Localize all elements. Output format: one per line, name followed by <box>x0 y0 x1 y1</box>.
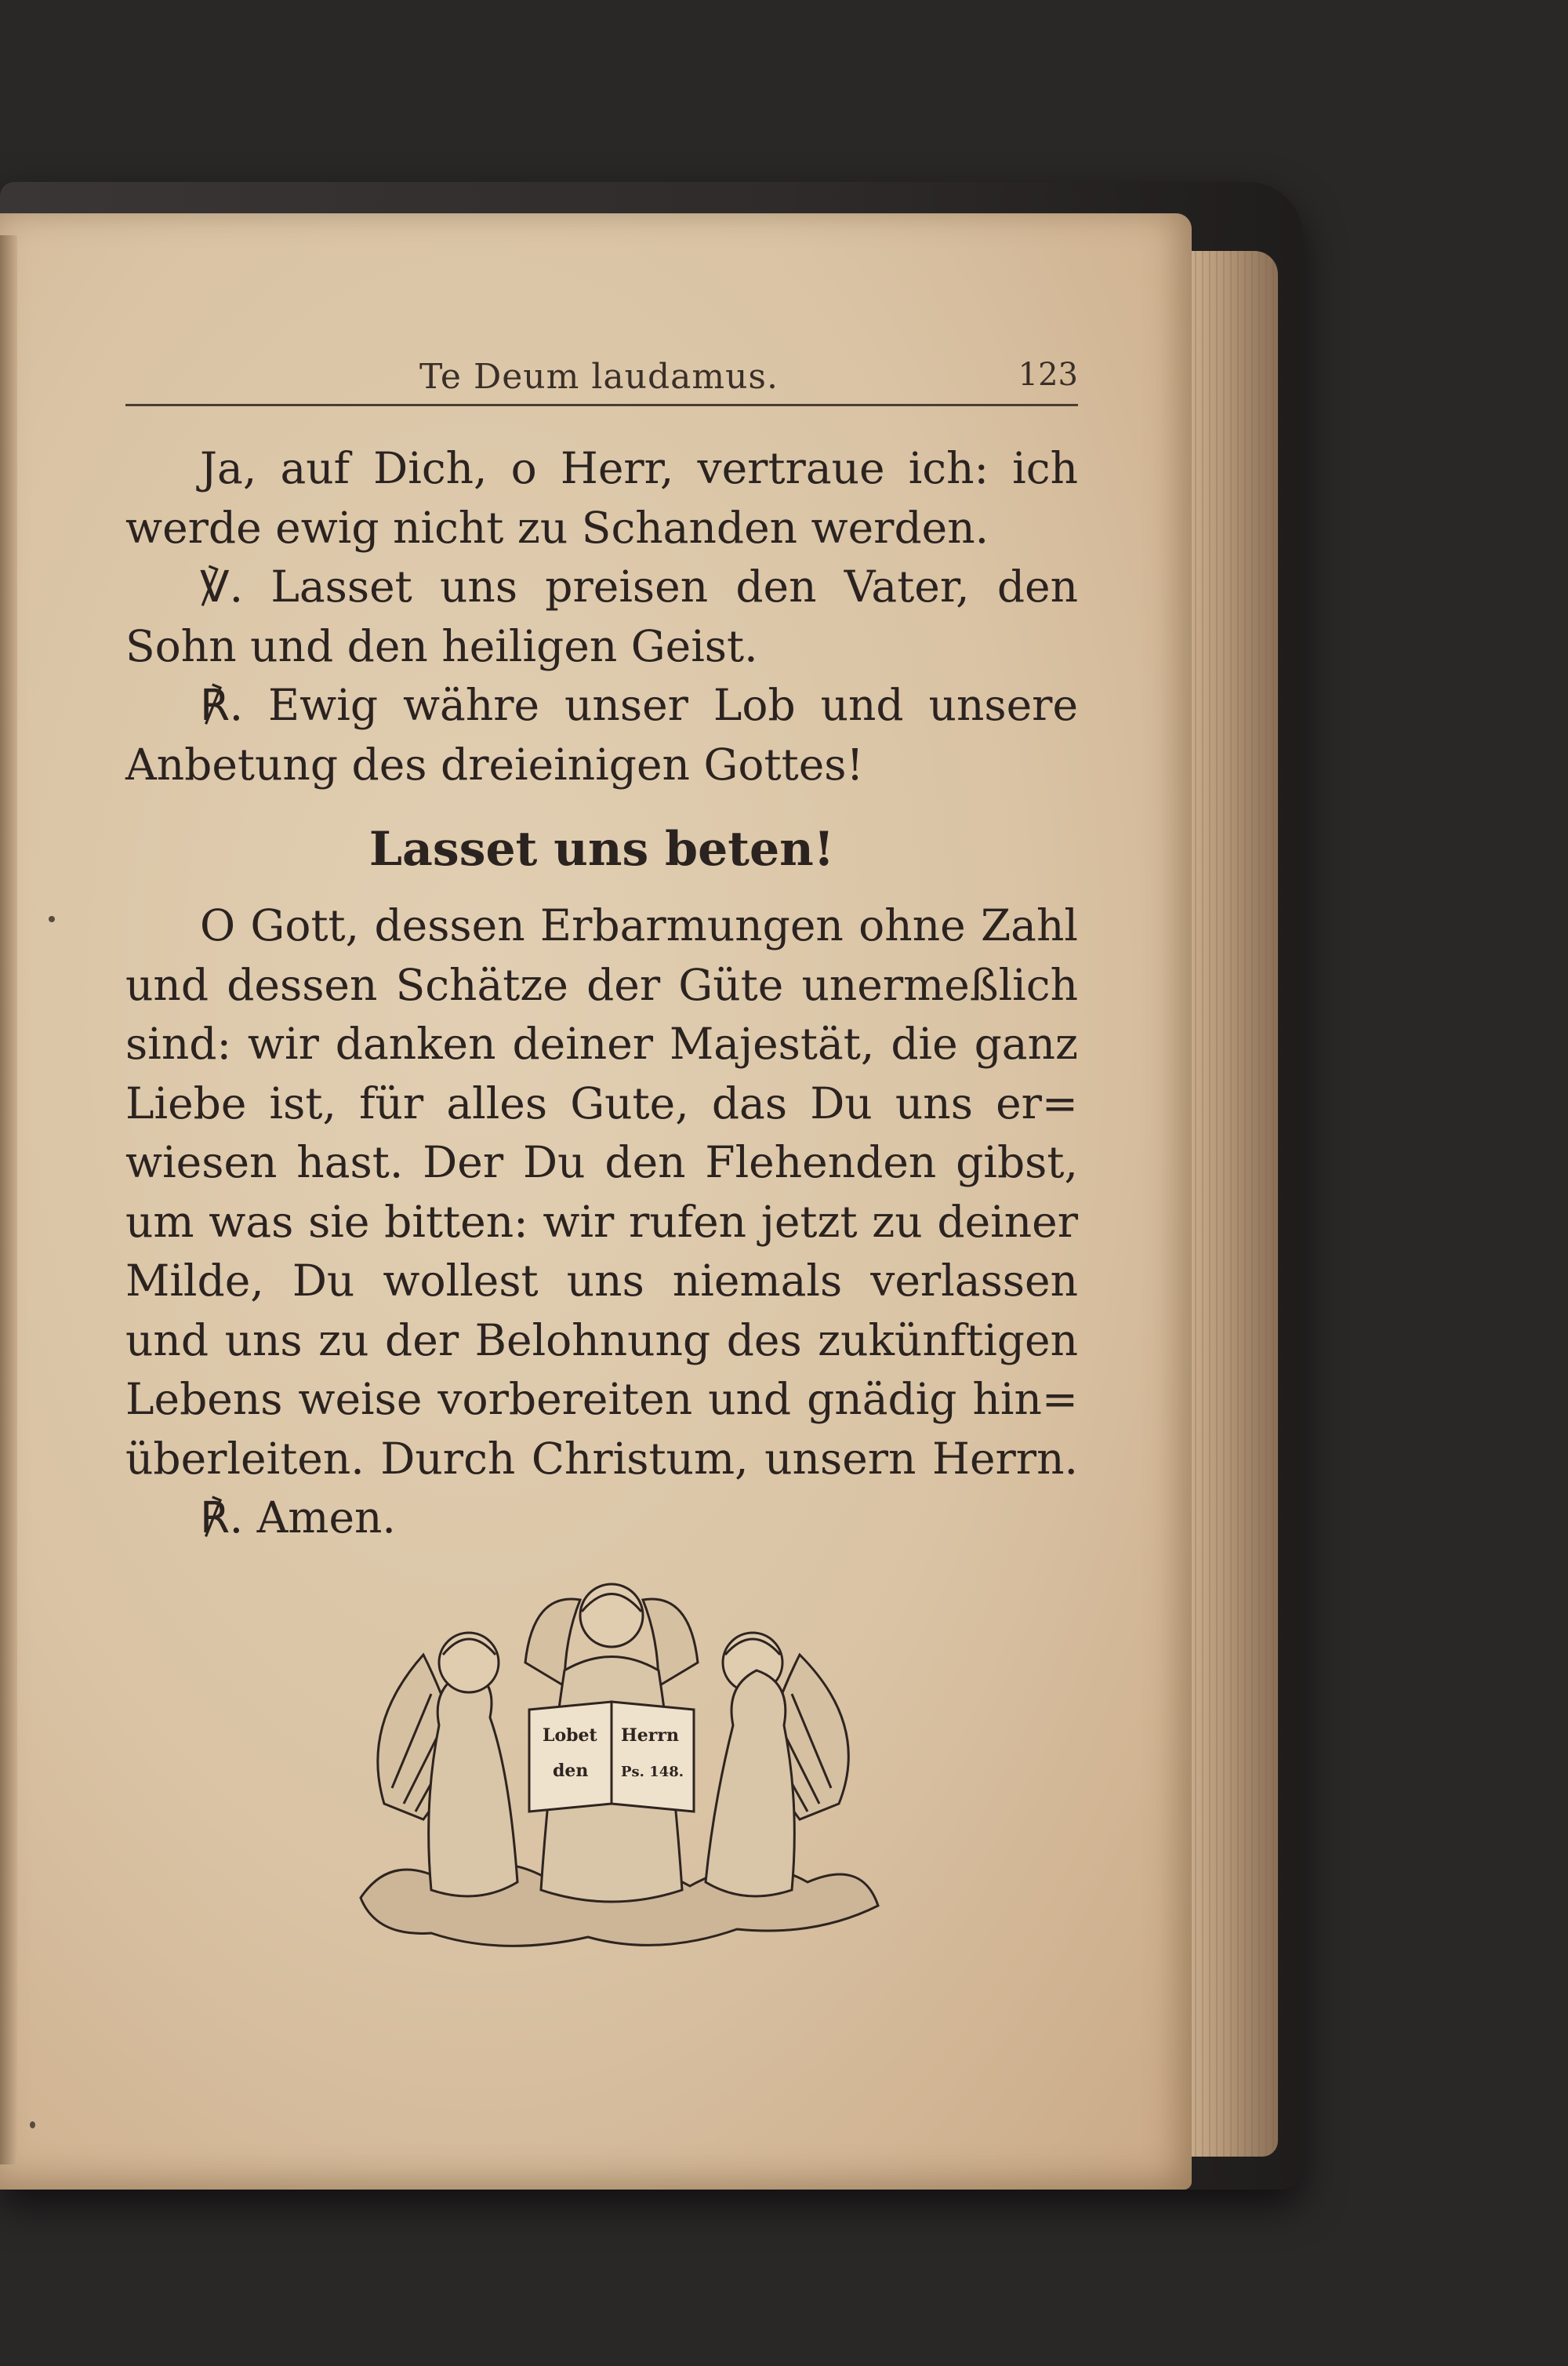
text-line: werde ewig nicht zu Schanden werden. <box>125 502 989 553</box>
prayer-line: Lebens weise vorbereiten und gnädig hin= <box>125 1374 1078 1424</box>
book-text-left-2: den <box>553 1761 589 1781</box>
page-number: 123 <box>1018 357 1078 393</box>
paper-speck <box>30 2121 35 2128</box>
prayer-line: O Gott, dessen Erbarmungen ohne Zahl <box>200 900 1078 950</box>
prayer-line: und dessen Schätze der Güte unermeßlich <box>125 959 1078 1010</box>
running-header <box>125 357 1078 406</box>
prayer-line: um was sie bitten: wir rufen jetzt zu deiner <box>125 1196 1078 1247</box>
section-heading: Lasset uns beten! <box>368 822 835 877</box>
page-body <box>125 439 1078 1548</box>
prayer-line: Liebe ist, für alles Gute, das Du uns er= <box>125 1078 1078 1128</box>
prayer-line: und uns zu der Belohnung des zukünftigen <box>125 1314 1078 1365</box>
prayer-line: wiesen hast. Der Du den Flehenden gibst, <box>125 1137 1078 1187</box>
amen-line: ℟. Amen. <box>200 1492 396 1543</box>
prayer-line: überleiten. Durch Christum, unsern Herrn. <box>125 1433 1078 1484</box>
versicle-line: Sohn und den heiligen Geist. <box>125 620 758 671</box>
book-text-right-1: Herrn <box>621 1725 679 1746</box>
angels-illustration <box>329 1568 894 1961</box>
running-title: Te Deum laudamus. <box>419 357 779 397</box>
page-gutter <box>0 235 17 2164</box>
versicle-line: ℣. Lasset uns preisen den Vater, den <box>200 562 1078 612</box>
response-line: Anbetung des dreieinigen Gottes! <box>125 739 864 790</box>
paper-speck <box>49 916 55 922</box>
book-text-right-2: Ps. 148. <box>621 1764 684 1780</box>
prayer-line: Milde, Du wollest uns niemals verlassen <box>125 1256 1078 1306</box>
response-line: ℟. Ewig währe unser Lob und unsere <box>200 680 1078 730</box>
book-text-left-1: Lobet <box>543 1725 597 1746</box>
prayer-line: sind: wir danken deiner Majestät, die ganz <box>125 1019 1078 1069</box>
text-line: Ja, auf Dich, o Herr, vertraue ich: ich <box>200 443 1078 493</box>
